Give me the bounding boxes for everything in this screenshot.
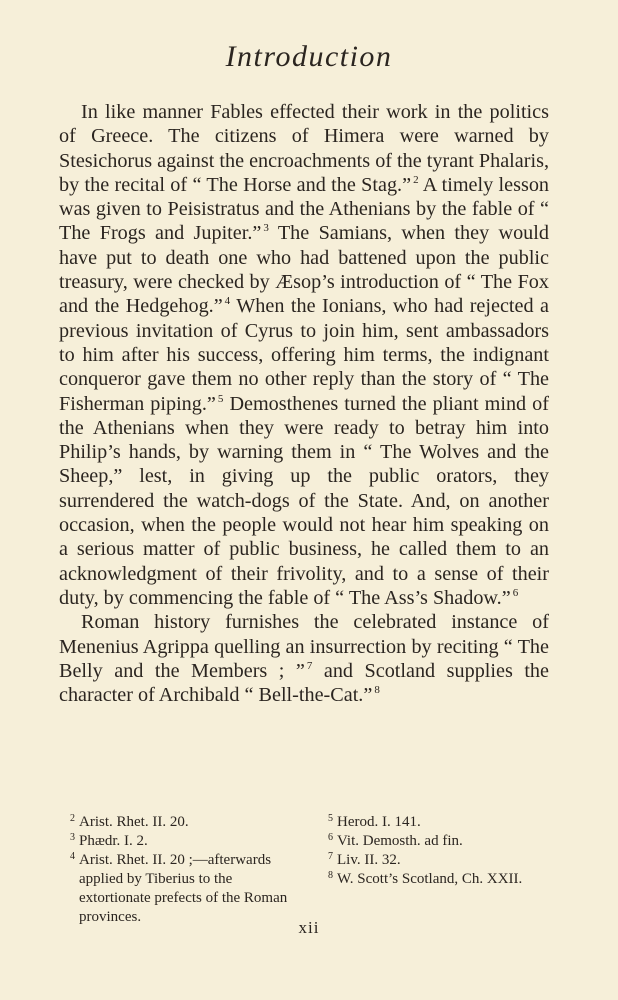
paragraph-text: A timely lesson was given to Peisistratus and the Athenians by the fable of “ The Frogs and Jupiter.” [59,173,550,245]
footnote-text: W. Scott’s Scotland, Ch. XXII. [337,871,523,887]
footnote: 4 Arist. Rhet. II. 20 ;—afterwards applied by Tiberius to the extortionate prefects of the Roman provinces. [70,851,288,925]
footnote: 5 Herod. I. 141. [328,813,421,830]
footnote-text: Liv. II. 32. [337,852,401,868]
footnote: 7 Liv. II. 32. [328,851,401,868]
footnote: 3 Phædr. I. 2. [70,832,148,849]
paragraph-text: Roman history furnishes the celebrated instance of Menenius Agrippa quelling an insurrection by reciting “ The Belly and the Members ; ” [59,611,549,682]
footnote-reference: 4 [224,295,231,308]
footnote-text: Arist. Rhet. II. 20. [79,814,189,830]
footnote-reference: 3 [263,222,269,235]
footnote-text: Phædr. I. 2. [79,833,148,849]
footnote-reference: 6 [512,586,519,599]
footnote-text: Herod. I. 141. [337,814,421,830]
paragraph-text: When the Ionians, who had rejected a previous invitation of Cyrus to join him, sent ambassadors to him after his success, offering him terms, the indignant conqueror gave them no other reply than the story of “ The Fisherman piping.” [59,295,549,415]
footnote-reference: 8 [374,684,380,697]
footnotes [59,813,549,927]
footnote-reference: 2 [413,173,419,186]
footnote-text: Vit. Demosth. ad fin. [337,833,463,849]
footnote-text: Arist. Rhet. II. 20 ;—afterwards applied by Tiberius to the extortionate prefects of the Roman provinces. [79,852,288,925]
footnote-reference: 5 [217,392,224,405]
footnotes-right-column [317,813,549,927]
footnotes-left-column [59,813,294,927]
page-number: xii [298,918,320,937]
running-head: Introduction [225,40,393,73]
paragraph-text: The Samians, when they would have put to death one who had battened upon the public treasury, were checked by Æsop’s introduction of “ The Fox and the Hedgehog.” [59,222,549,318]
footnote: 8 W. Scott’s Scotland, Ch. XXII. [328,870,523,887]
footnote: 2 Arist. Rhet. II. 20. [70,813,189,830]
paragraph [59,100,549,610]
paragraph-text: In like manner Fables effected their work in the politics of Greece. The citizens of Himera were warned by Stesichorus against the encroachments of the tyrant Phalaris, by the recital of “ The Horse and the Stag.” [59,101,549,196]
paragraph [59,610,549,707]
body-text [59,100,549,707]
paragraph-text: and Scotland supplies the character of Archibald “ Bell-the-Cat.” [59,659,549,707]
footnote-reference: 7 [306,659,313,672]
footnote: 6 Vit. Demosth. ad fin. [328,832,463,849]
paragraph-text: Demosthenes turned the pliant mind of the Athenians when they were ready to betray him into Philip’s hands, by warning them in “ The Wolves and the Sheep,” lest, in giving up the public orators, they surrendered the watch-dogs of the State. And, on another occasion, when the people would not hear him speaking on a serious matter of public business, he called them to an acknowledgment of their frivolity, and to a sense of their duty, by commencing the fable of “ The Ass’s Shadow.” [59,392,550,609]
